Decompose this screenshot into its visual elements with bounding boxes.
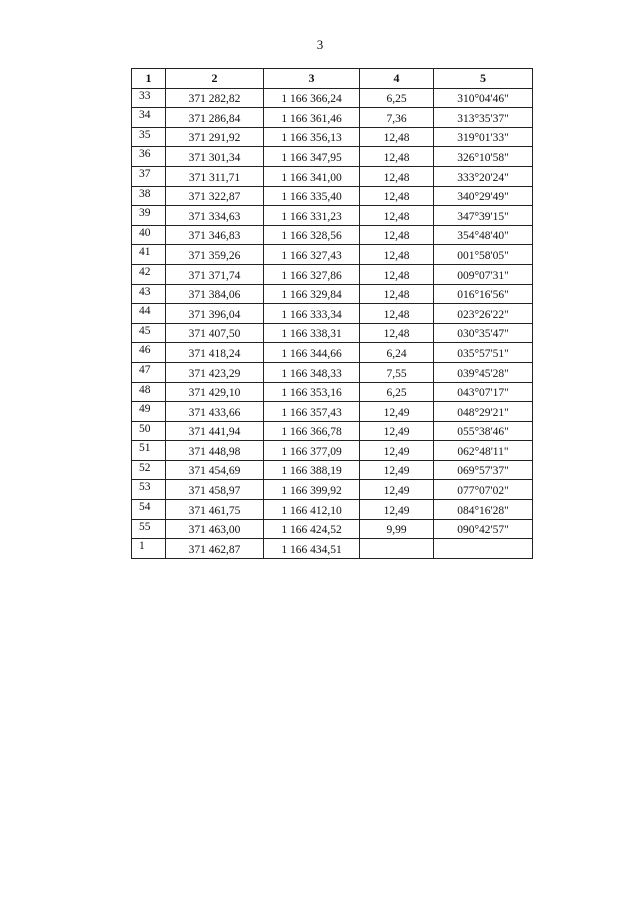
point-number-cell: 34 (132, 108, 166, 128)
y-coordinate-cell: 1 166 356,13 (264, 127, 360, 147)
distance-cell: 12,49 (360, 421, 434, 441)
y-coordinate-cell: 1 166 341,00 (264, 166, 360, 186)
point-number-cell: 55 (132, 519, 166, 539)
table-row (132, 225, 533, 245)
distance-cell: 12,48 (360, 225, 434, 245)
y-coordinate-cell: 1 166 331,23 (264, 206, 360, 226)
table-row (132, 147, 533, 167)
direction-angle-cell: 001°58'05" (434, 245, 533, 265)
x-coordinate-cell: 371 441,94 (166, 421, 264, 441)
y-coordinate-cell: 1 166 361,46 (264, 108, 360, 128)
y-coordinate-cell: 1 166 412,10 (264, 500, 360, 520)
point-number-cell: 46 (132, 343, 166, 363)
point-number-cell: 42 (132, 264, 166, 284)
x-coordinate-cell: 371 429,10 (166, 382, 264, 402)
y-coordinate-cell: 1 166 377,09 (264, 441, 360, 461)
direction-angle-cell: 340°29'49" (434, 186, 533, 206)
table-row (132, 382, 533, 402)
table-row (132, 186, 533, 206)
column-header: 1 (132, 69, 166, 89)
point-number-cell: 48 (132, 382, 166, 402)
x-coordinate-cell: 371 448,98 (166, 441, 264, 461)
distance-cell: 7,36 (360, 108, 434, 128)
table-row (132, 421, 533, 441)
x-coordinate-cell: 371 384,06 (166, 284, 264, 304)
point-number-cell: 1 (132, 539, 166, 559)
column-header: 4 (360, 69, 434, 89)
distance-cell (360, 539, 434, 559)
direction-angle-cell: 077°07'02" (434, 480, 533, 500)
coordinates-table (131, 68, 533, 559)
direction-angle-cell (434, 539, 533, 559)
y-coordinate-cell: 1 166 357,43 (264, 402, 360, 422)
direction-angle-cell: 313°35'37" (434, 108, 533, 128)
y-coordinate-cell: 1 166 366,78 (264, 421, 360, 441)
table-row (132, 500, 533, 520)
y-coordinate-cell: 1 166 348,33 (264, 362, 360, 382)
page-number: 3 (316, 37, 324, 52)
x-coordinate-cell: 371 461,75 (166, 500, 264, 520)
distance-cell: 12,49 (360, 480, 434, 500)
x-coordinate-cell: 371 334,63 (166, 206, 264, 226)
point-number-cell: 40 (132, 225, 166, 245)
y-coordinate-cell: 1 166 388,19 (264, 460, 360, 480)
table-row (132, 362, 533, 382)
direction-angle-cell: 310°04'46" (434, 88, 533, 108)
table-row (132, 480, 533, 500)
table-row (132, 108, 533, 128)
table-header-row (132, 69, 533, 89)
table-row (132, 304, 533, 324)
point-number-cell: 33 (132, 88, 166, 108)
distance-cell: 12,49 (360, 402, 434, 422)
x-coordinate-cell: 371 423,29 (166, 362, 264, 382)
point-number-cell: 50 (132, 421, 166, 441)
y-coordinate-cell: 1 166 424,52 (264, 519, 360, 539)
point-number-cell: 44 (132, 304, 166, 324)
point-number-cell: 49 (132, 402, 166, 422)
point-number-cell: 36 (132, 147, 166, 167)
y-coordinate-cell: 1 166 328,56 (264, 225, 360, 245)
direction-angle-cell: 048°29'21" (434, 402, 533, 422)
table-row (132, 88, 533, 108)
y-coordinate-cell: 1 166 434,51 (264, 539, 360, 559)
x-coordinate-cell: 371 371,74 (166, 264, 264, 284)
y-coordinate-cell: 1 166 333,34 (264, 304, 360, 324)
direction-angle-cell: 319°01'33" (434, 127, 533, 147)
table-row (132, 441, 533, 461)
x-coordinate-cell: 371 301,34 (166, 147, 264, 167)
direction-angle-cell: 016°16'56" (434, 284, 533, 304)
x-coordinate-cell: 371 322,87 (166, 186, 264, 206)
x-coordinate-cell: 371 291,92 (166, 127, 264, 147)
point-number-cell: 47 (132, 362, 166, 382)
distance-cell: 12,49 (360, 441, 434, 461)
distance-cell: 9,99 (360, 519, 434, 539)
distance-cell: 12,49 (360, 500, 434, 520)
distance-cell: 12,48 (360, 323, 434, 343)
column-header: 2 (166, 69, 264, 89)
table-row (132, 206, 533, 226)
y-coordinate-cell: 1 166 335,40 (264, 186, 360, 206)
direction-angle-cell: 030°35'47" (434, 323, 533, 343)
distance-cell: 12,48 (360, 166, 434, 186)
table-row (132, 264, 533, 284)
direction-angle-cell: 062°48'11" (434, 441, 533, 461)
table-row (132, 166, 533, 186)
x-coordinate-cell: 371 454,69 (166, 460, 264, 480)
x-coordinate-cell: 371 418,24 (166, 343, 264, 363)
direction-angle-cell: 084°16'28" (434, 500, 533, 520)
direction-angle-cell: 055°38'46" (434, 421, 533, 441)
table-row (132, 245, 533, 265)
table-row (132, 323, 533, 343)
x-coordinate-cell: 371 359,26 (166, 245, 264, 265)
point-number-cell: 37 (132, 166, 166, 186)
column-header: 3 (264, 69, 360, 89)
x-coordinate-cell: 371 346,83 (166, 225, 264, 245)
direction-angle-cell: 326°10'58" (434, 147, 533, 167)
y-coordinate-cell: 1 166 366,24 (264, 88, 360, 108)
x-coordinate-cell: 371 311,71 (166, 166, 264, 186)
column-header: 5 (434, 69, 533, 89)
x-coordinate-cell: 371 458,97 (166, 480, 264, 500)
direction-angle-cell: 009°07'31" (434, 264, 533, 284)
direction-angle-cell: 043°07'17" (434, 382, 533, 402)
x-coordinate-cell: 371 462,87 (166, 539, 264, 559)
y-coordinate-cell: 1 166 338,31 (264, 323, 360, 343)
distance-cell: 12,48 (360, 127, 434, 147)
direction-angle-cell: 035°57'51" (434, 343, 533, 363)
distance-cell: 6,25 (360, 88, 434, 108)
distance-cell: 6,24 (360, 343, 434, 363)
x-coordinate-cell: 371 282,82 (166, 88, 264, 108)
y-coordinate-cell: 1 166 353,16 (264, 382, 360, 402)
point-number-cell: 52 (132, 460, 166, 480)
distance-cell: 12,49 (360, 460, 434, 480)
distance-cell: 7,55 (360, 362, 434, 382)
point-number-cell: 38 (132, 186, 166, 206)
x-coordinate-cell: 371 407,50 (166, 323, 264, 343)
table-row (132, 519, 533, 539)
table-row (132, 460, 533, 480)
point-number-cell: 51 (132, 441, 166, 461)
y-coordinate-cell: 1 166 347,95 (264, 147, 360, 167)
y-coordinate-cell: 1 166 329,84 (264, 284, 360, 304)
y-coordinate-cell: 1 166 327,86 (264, 264, 360, 284)
direction-angle-cell: 354°48'40" (434, 225, 533, 245)
table-row (132, 343, 533, 363)
distance-cell: 12,48 (360, 206, 434, 226)
point-number-cell: 43 (132, 284, 166, 304)
y-coordinate-cell: 1 166 399,92 (264, 480, 360, 500)
table-row (132, 539, 533, 559)
point-number-cell: 54 (132, 500, 166, 520)
point-number-cell: 35 (132, 127, 166, 147)
distance-cell: 12,48 (360, 264, 434, 284)
x-coordinate-cell: 371 396,04 (166, 304, 264, 324)
direction-angle-cell: 039°45'28" (434, 362, 533, 382)
y-coordinate-cell: 1 166 344,66 (264, 343, 360, 363)
direction-angle-cell: 069°57'37" (434, 460, 533, 480)
table-row (132, 127, 533, 147)
table-body (132, 88, 533, 558)
distance-cell: 12,48 (360, 245, 434, 265)
y-coordinate-cell: 1 166 327,43 (264, 245, 360, 265)
direction-angle-cell: 023°26'22" (434, 304, 533, 324)
x-coordinate-cell: 371 463,00 (166, 519, 264, 539)
distance-cell: 12,48 (360, 147, 434, 167)
distance-cell: 12,48 (360, 186, 434, 206)
table-row (132, 284, 533, 304)
direction-angle-cell: 347°39'15" (434, 206, 533, 226)
point-number-cell: 45 (132, 323, 166, 343)
point-number-cell: 53 (132, 480, 166, 500)
direction-angle-cell: 333°20'24" (434, 166, 533, 186)
distance-cell: 12,48 (360, 304, 434, 324)
distance-cell: 6,25 (360, 382, 434, 402)
point-number-cell: 41 (132, 245, 166, 265)
x-coordinate-cell: 371 433,66 (166, 402, 264, 422)
direction-angle-cell: 090°42'57" (434, 519, 533, 539)
table-row (132, 402, 533, 422)
distance-cell: 12,48 (360, 284, 434, 304)
x-coordinate-cell: 371 286,84 (166, 108, 264, 128)
point-number-cell: 39 (132, 206, 166, 226)
